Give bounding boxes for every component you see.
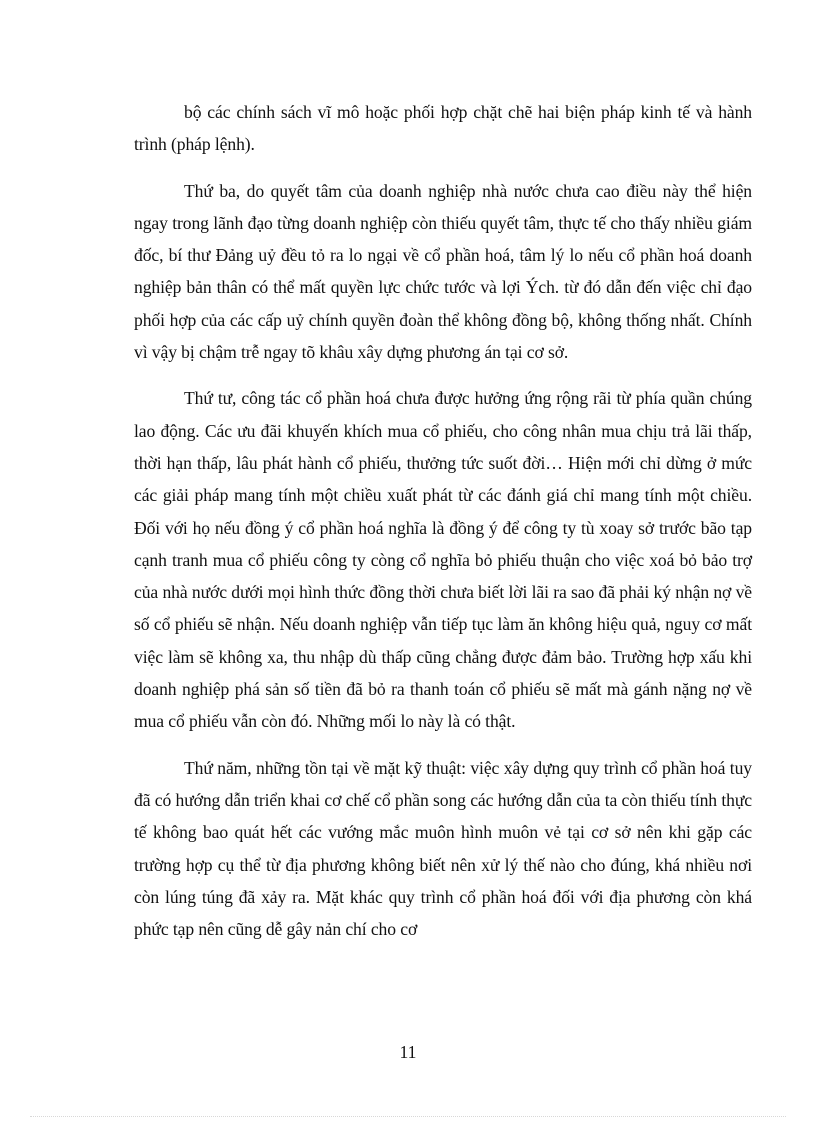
paragraph-fourth-point: Thứ tư, công tác cổ phần hoá chưa được hưởng ứng rộng rãi từ phía quần chúng lao động. Các ưu đãi khuyến khích mua cổ phiếu, cho công nhân mua chịu trả lãi thấp, thời hạn thấp, lâu phát hành cổ phiếu, thưởng tức suốt đời… Hiện mới chỉ dừng ở mức các giải pháp mang tính một chiều xuất phát từ các đánh giá chỉ mang tính một chiều. Đối với họ nếu đồng ý cổ phần hoá nghĩa là đồng ý để công ty tù xoay sở trước bão tạp cạnh tranh mua cổ phiếu công ty còng cổ nghĩa bỏ phiếu thuận cho việc xoá bỏ bảo trợ của nhà nước dưới mọi hình thức đồng thời chưa biết lời lãi ra sao đã phải ký nhận nợ về số cổ phiếu sẽ nhận. Nếu doanh nghiệp vẫn tiếp tục làm ăn không hiệu quả, nguy cơ mất việc làm sẽ không xa, thu nhập dù thấp cũng chẳng được đảm bảo. Trường hợp xấu khi doanh nghiệp phá sản số tiền đã bỏ ra thanh toán cổ phiếu sẽ mất mà gánh nặng nợ về mua cổ phiếu vẫn còn đó. Những mối lo này là có thật. (134, 388, 752, 732)
paragraph-continuation: bộ các chính sách vĩ mô hoặc phối hợp chặt chẽ hai biện pháp kinh tế và hành trình (pháp lệnh). (134, 102, 752, 155)
paragraph-third-point: Thứ ba, do quyết tâm của doanh nghiệp nhà nước chưa cao điều này thể hiện ngay trong lãnh đạo từng doanh nghiệp còn thiếu quyết tâm, thực tế cho thấy nhiều giám đốc, bí thư Đảng uỷ đều tỏ ra lo ngại về cổ phần hoá, tâm lý lo nếu cổ phần hoá doanh nghiệp bản thân có thể mất quyền lực chức tước và lợi Ých. từ đó dẫn đến việc chỉ đạo phối hợp của các cấp uỷ chính quyền đoàn thể không đồng bộ, không thống nhất. Chính vì vậy bị chậm trễ ngay tõ khâu xây dựng phương án tại cơ sở. (134, 180, 752, 363)
page-number: 11 (399, 1042, 417, 1062)
document-body (134, 96, 752, 959)
paragraph-fifth-point: Thứ năm, những tồn tại về mặt kỹ thuật: việc xây dựng quy trình cổ phần hoá tuy đã có hướng dẫn triển khai cơ chế cổ phần song các hướng dẫn của ta còn thiếu tính thực tế không bao quát hết các vướng mắc muôn hình muôn vẻ tại cơ sở nên khi gặp các trường hợp cụ thể từ địa phương không biết nên xử lý thế nào cho đúng, khá nhiều nơi còn lúng túng đã xảy ra. Mặt khác quy trình cổ phần hoá đối với địa phương còn khá phức tạp nên cũng dễ gây nản chí cho cơ (134, 757, 752, 940)
page-bottom-divider (30, 1116, 786, 1117)
